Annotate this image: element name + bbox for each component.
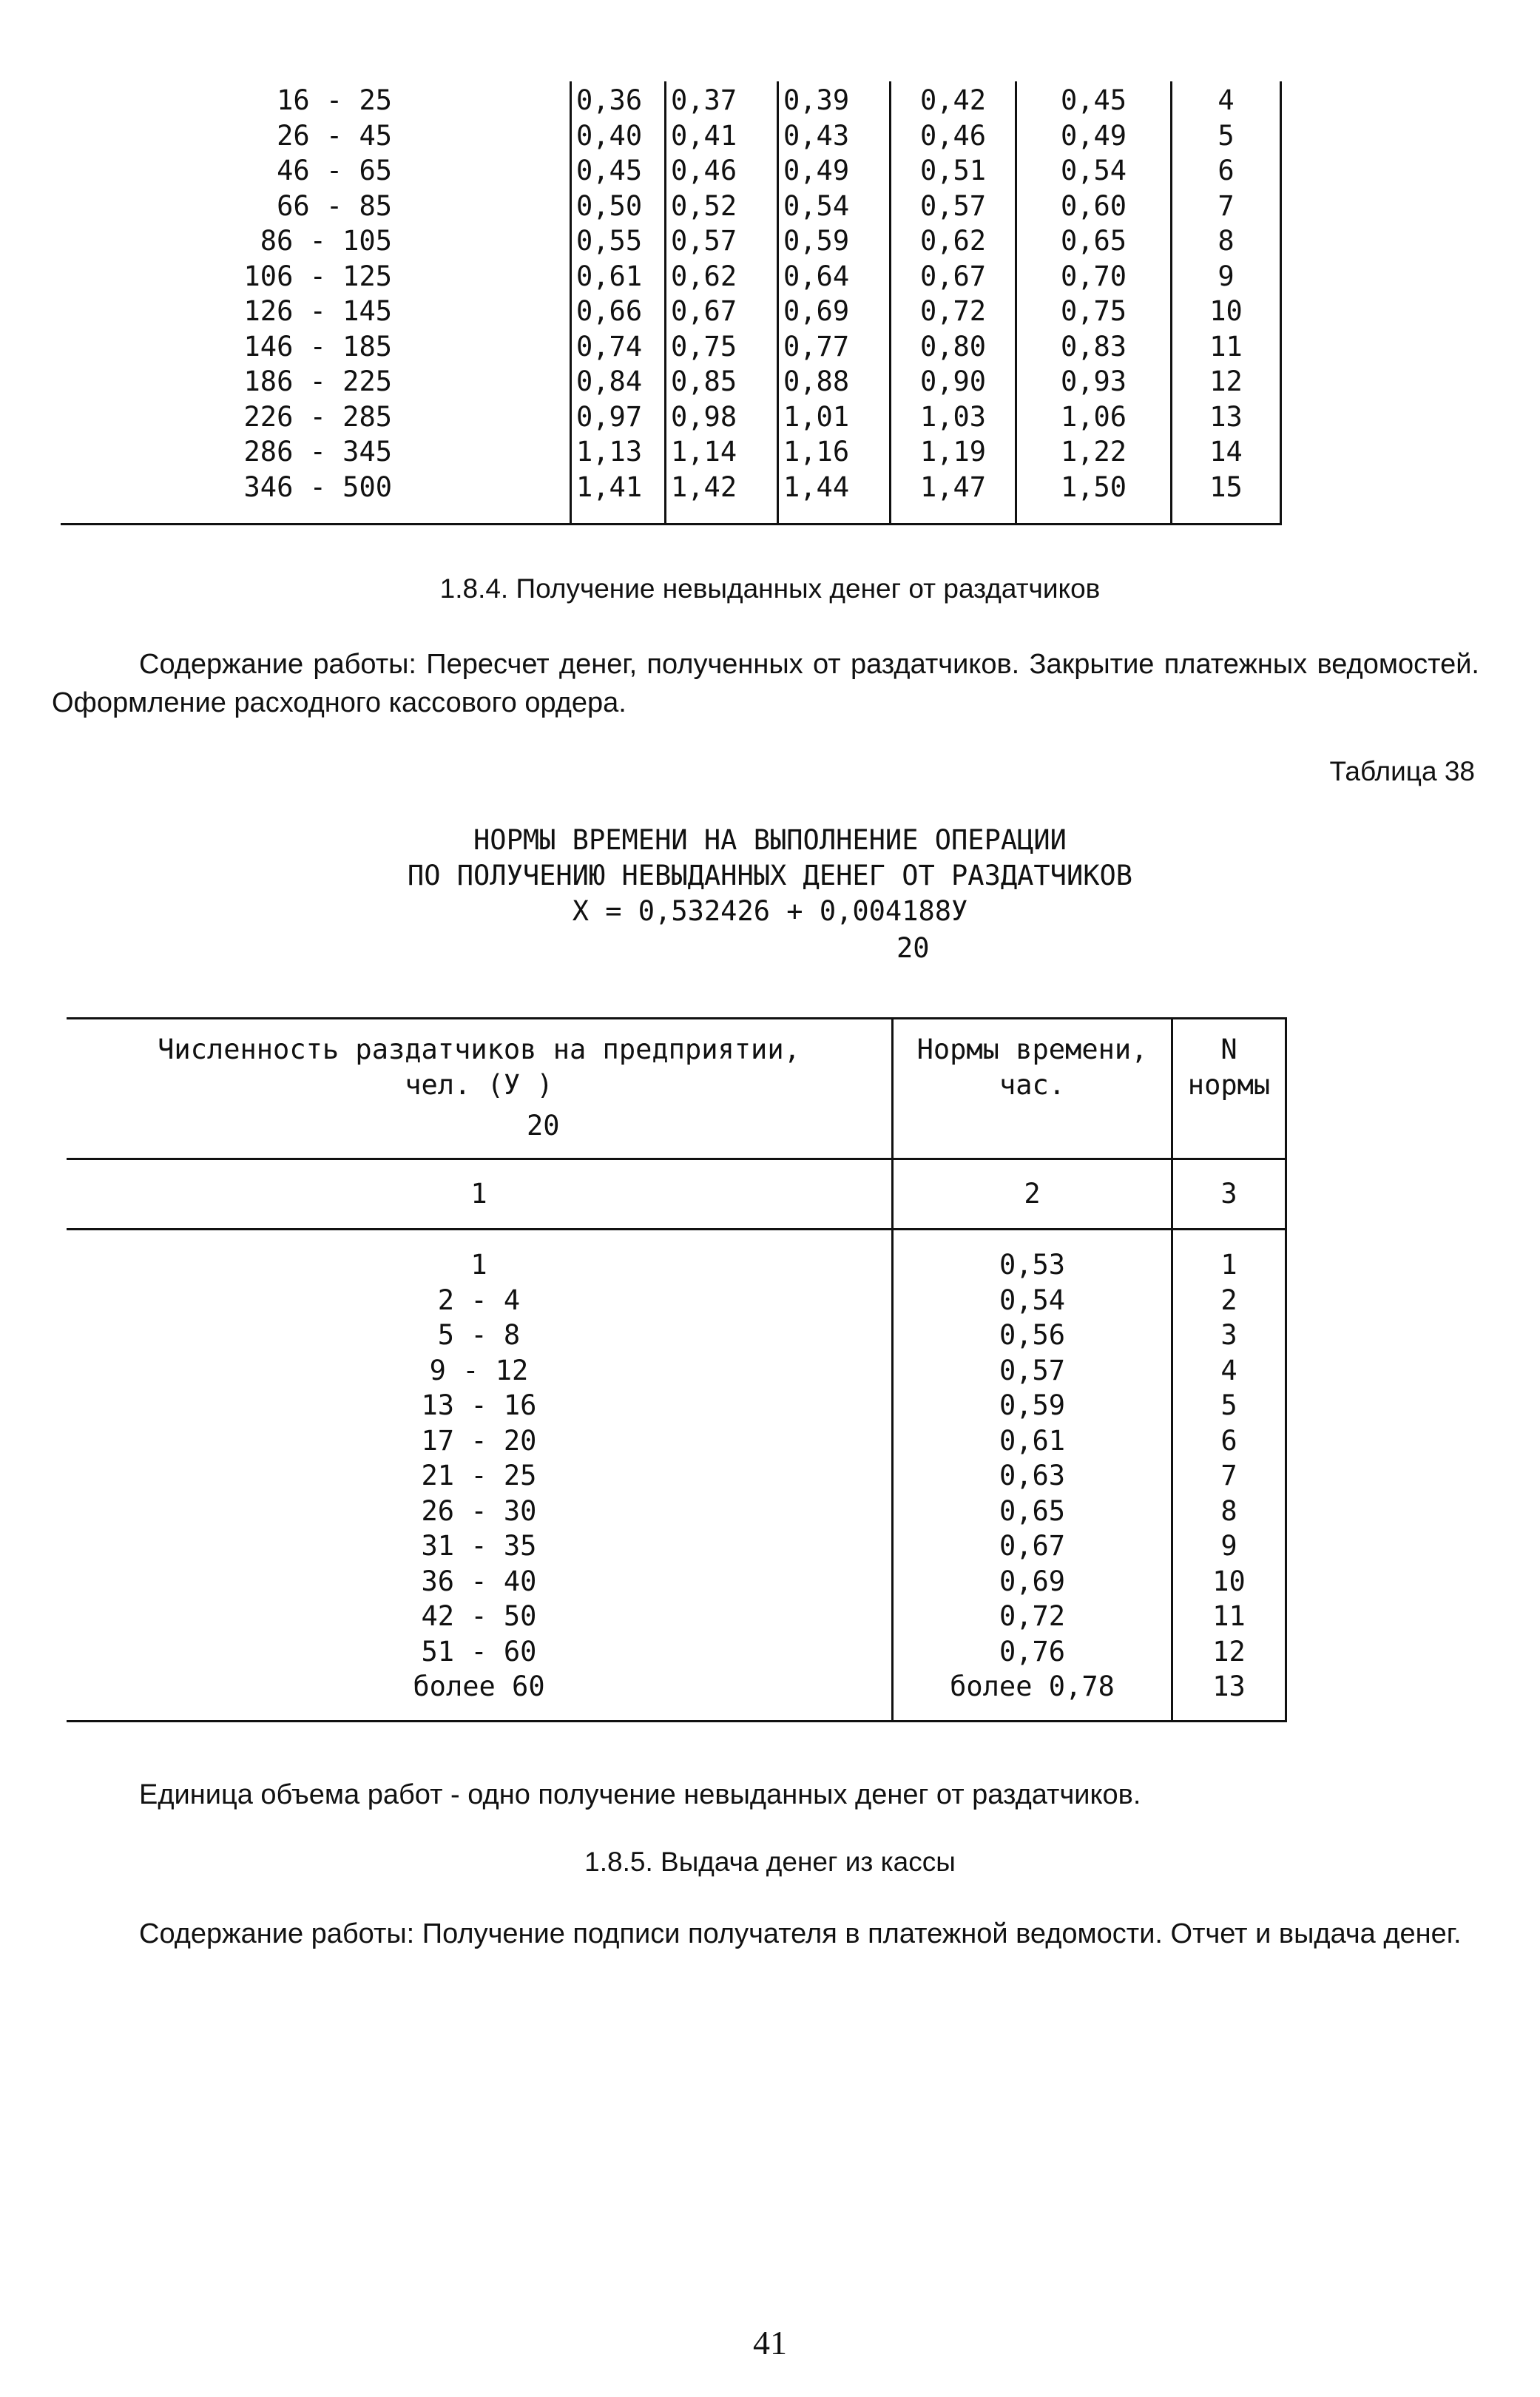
table-cell: 13 [1212, 1671, 1246, 1702]
table-cell: 0,77 [783, 330, 850, 363]
table-cell: более 0,78 [950, 1671, 1115, 1702]
table-cell: 1,50 [1060, 471, 1127, 503]
section-heading-1-8-4: 1.8.4. Получение невыданных денег от раздатчиков [439, 573, 1101, 604]
table-cell: 0,75 [1060, 295, 1127, 327]
table-cell: 0,67 [999, 1530, 1066, 1562]
table-cell: 186 - 225 [243, 365, 392, 397]
table-cell: 346 - 500 [243, 471, 392, 503]
table-cell: 15 [1209, 471, 1243, 503]
table-cell: 1,14 [671, 436, 737, 468]
table-cell: 12 [1212, 1635, 1246, 1668]
table-cell: 46 - 65 [277, 155, 392, 186]
table-cell: 0,69 [999, 1565, 1066, 1597]
table-cell: 36 - 40 [421, 1565, 537, 1597]
page-number: 41 [753, 2324, 787, 2361]
table-cell: 0,57 [919, 189, 987, 222]
table-cell: 13 - 16 [421, 1389, 537, 1421]
table-title-line-2: ПО ПОЛУЧЕНИЮ НЕВЫДАННЫХ ДЕНЕГ ОТ РАЗДАТЧИКОВ [407, 860, 1133, 891]
table-cell: 0,45 [576, 155, 643, 186]
table-cell: 7 [1220, 1460, 1237, 1491]
section-heading-1-8-5: 1.8.5. Выдача денег из кассы [584, 1847, 956, 1877]
table-cell: 26 - 45 [277, 119, 392, 152]
table-cell: 0,90 [919, 365, 987, 397]
table-cell: 0,39 [783, 84, 850, 116]
table-cell: 0,54 [999, 1284, 1066, 1316]
table-number: Таблица 38 [1329, 756, 1475, 786]
table-cell: 0,46 [671, 155, 737, 186]
table-cell: 12 [1209, 365, 1243, 397]
table-cell: 0,66 [576, 295, 643, 327]
table-cell: 66 - 85 [277, 189, 392, 222]
table-top-rule [67, 1017, 1287, 1019]
table-cell: 1,06 [1060, 400, 1127, 433]
table-cell: 6 [1218, 155, 1235, 186]
header-norm-number: N нормы [1187, 1034, 1271, 1101]
table-cell: 1 [1220, 1249, 1237, 1281]
table-cell: 0,67 [919, 260, 987, 292]
table-cell: 10 [1209, 295, 1243, 327]
table-cell: 0,97 [576, 400, 643, 433]
table-cell: 9 [1218, 260, 1235, 292]
table-cell: 5 - 8 [437, 1319, 521, 1351]
table-cell: 8 [1218, 225, 1235, 257]
table-cell: 0,72 [999, 1600, 1066, 1632]
section-content-1-8-4: Содержание работы: Пересчет денег, полученных от раздатчиков. Закрытие платежных ведомостей. Оформление расходного кассового ордера. [52, 649, 1479, 718]
column-number: 3 [1220, 1178, 1237, 1210]
table-cell: 6 [1220, 1424, 1237, 1457]
table-cell: 0,61 [576, 260, 643, 292]
column-number-rule [67, 1228, 1287, 1230]
formula-subscript: 20 [896, 932, 930, 964]
table-cell: 13 [1209, 400, 1243, 433]
table-cell: 5 [1218, 119, 1235, 152]
continued-norms-table [0, 0, 1540, 547]
table-cell: 4 [1218, 84, 1235, 116]
table-cell: 0,62 [671, 260, 737, 292]
table-row [0, 223, 1540, 259]
table-row [0, 470, 1540, 505]
table-cell: 26 - 30 [421, 1494, 537, 1527]
table-cell: 0,80 [919, 330, 987, 363]
table-cell: 0,88 [783, 365, 850, 397]
table-cell: 0,59 [783, 225, 850, 257]
table-cell: 0,49 [1060, 119, 1127, 152]
table-cell: 1,22 [1060, 436, 1127, 468]
table-row [0, 400, 1540, 435]
table-cell: 16 - 25 [277, 84, 392, 116]
table-cell: 0,50 [576, 189, 643, 222]
table-cell: 0,36 [576, 84, 643, 116]
header-worker-count: Численность раздатчиков на предприятии, чел. (У ) [158, 1034, 800, 1101]
table-cell: 0,53 [999, 1249, 1066, 1281]
header-time-norm: Нормы времени, час. [916, 1034, 1148, 1101]
table-cell: 1,41 [576, 471, 643, 503]
table-cell: 42 - 50 [421, 1600, 537, 1632]
table-cell: 0,75 [671, 330, 737, 363]
table-cell: 286 - 345 [243, 436, 392, 468]
table-cell: 1,42 [671, 471, 737, 503]
table-bottom-rule [67, 1720, 1287, 1722]
table-cell: 0,62 [919, 225, 987, 257]
table-cell: 0,37 [671, 84, 737, 116]
header-subscript: 20 [527, 1110, 560, 1142]
table-cell: 1,47 [919, 471, 987, 503]
table-cell: 86 - 105 [260, 225, 392, 257]
table-cell: 1,16 [783, 436, 850, 468]
table-cell: 9 [1220, 1530, 1237, 1562]
table-row [0, 118, 1540, 154]
table-cell: 8 [1220, 1494, 1237, 1527]
table-cell: 0,41 [671, 119, 737, 152]
table-cell: 1,13 [576, 436, 643, 468]
table-cell: 0,51 [919, 155, 987, 186]
table-cell: 7 [1218, 189, 1235, 222]
table-cell: 0,59 [999, 1389, 1066, 1421]
table-row [0, 153, 1540, 189]
table-row [0, 364, 1540, 400]
table-title-formula: X = 0,532426 + 0,004188У [572, 895, 968, 927]
table-cell: 0,93 [1060, 365, 1127, 397]
section-content-1-8-5: Содержание работы: Получение подписи получателя в платежной ведомости. Отчет и выдача денег. [139, 1918, 1462, 1949]
table-row [0, 294, 1540, 329]
table-row [0, 83, 1540, 118]
table-cell: 0,84 [576, 365, 643, 397]
table-cell: 1,44 [783, 471, 850, 503]
table-cell: 106 - 125 [243, 260, 392, 292]
table-cell: 0,45 [1060, 84, 1127, 116]
table-cell: 0,54 [783, 189, 850, 222]
table-cell: 0,85 [671, 365, 737, 397]
table-cell: 0,69 [783, 295, 850, 327]
table-cell: более 60 [413, 1671, 545, 1702]
table-right-border [1285, 1017, 1287, 1722]
table-cell: 0,56 [999, 1319, 1066, 1351]
table-cell: 1 [470, 1249, 487, 1281]
table-row [0, 434, 1540, 470]
table-cell: 1,01 [783, 400, 850, 433]
table-cell: 0,54 [1060, 155, 1127, 186]
table-cell: 0,61 [999, 1424, 1066, 1457]
table-cell: 51 - 60 [421, 1635, 537, 1668]
table-cell: 0,49 [783, 155, 850, 186]
table-bottom-rule [61, 523, 1282, 525]
table-title-line-1: НОРМЫ ВРЕМЕНИ НА ВЫПОЛНЕНИЕ ОПЕРАЦИИ [473, 824, 1067, 856]
table-cell: 1,19 [919, 436, 987, 468]
header-bottom-rule [67, 1158, 1287, 1160]
table-cell: 10 [1212, 1565, 1246, 1597]
table-cell: 9 - 12 [429, 1354, 529, 1386]
table-cell: 0,43 [783, 119, 850, 152]
table-cell: 0,60 [1060, 189, 1127, 222]
table-cell: 0,40 [576, 119, 643, 152]
unit-of-work-note: Единица объема работ - одно получение невыданных денег от раздатчиков. [139, 1779, 1141, 1810]
table-cell: 0,63 [999, 1460, 1066, 1491]
table-cell: 2 - 4 [437, 1284, 521, 1316]
table-cell: 0,65 [999, 1494, 1066, 1527]
table-cell: 126 - 145 [243, 295, 392, 327]
table-cell: 0,98 [671, 400, 737, 433]
table-cell: 0,57 [999, 1354, 1066, 1386]
table-cell: 0,70 [1060, 260, 1127, 292]
table-cell: 31 - 35 [421, 1530, 537, 1562]
table-cell: 0,64 [783, 260, 850, 292]
table-cell: 0,42 [919, 84, 987, 116]
table-cell: 21 - 25 [421, 1460, 537, 1491]
table-cell: 0,67 [671, 295, 737, 327]
table-cell: 17 - 20 [421, 1424, 537, 1457]
table-row [0, 329, 1540, 365]
table-cell: 0,76 [999, 1635, 1066, 1668]
table-cell: 146 - 185 [243, 330, 392, 363]
table-cell: 0,52 [671, 189, 737, 222]
table-cell: 4 [1220, 1354, 1237, 1386]
table-cell: 3 [1220, 1319, 1237, 1351]
table-cell: 11 [1212, 1600, 1246, 1632]
table-cell: 0,83 [1060, 330, 1127, 363]
column-number: 2 [1024, 1178, 1041, 1210]
table-cell: 14 [1209, 436, 1243, 468]
table-cell: 11 [1209, 330, 1243, 363]
table-cell: 1,03 [919, 400, 987, 433]
table-row [0, 259, 1540, 294]
table-cell: 226 - 285 [243, 400, 392, 433]
table-cell: 0,65 [1060, 225, 1127, 257]
table-cell: 5 [1220, 1389, 1237, 1421]
table-row [0, 189, 1540, 224]
table-cell: 0,74 [576, 330, 643, 363]
table-cell: 2 [1220, 1284, 1237, 1316]
table-cell: 0,55 [576, 225, 643, 257]
table-cell: 0,57 [671, 225, 737, 257]
table-cell: 0,72 [919, 295, 987, 327]
table-cell: 0,46 [919, 119, 987, 152]
column-number: 1 [470, 1178, 487, 1210]
